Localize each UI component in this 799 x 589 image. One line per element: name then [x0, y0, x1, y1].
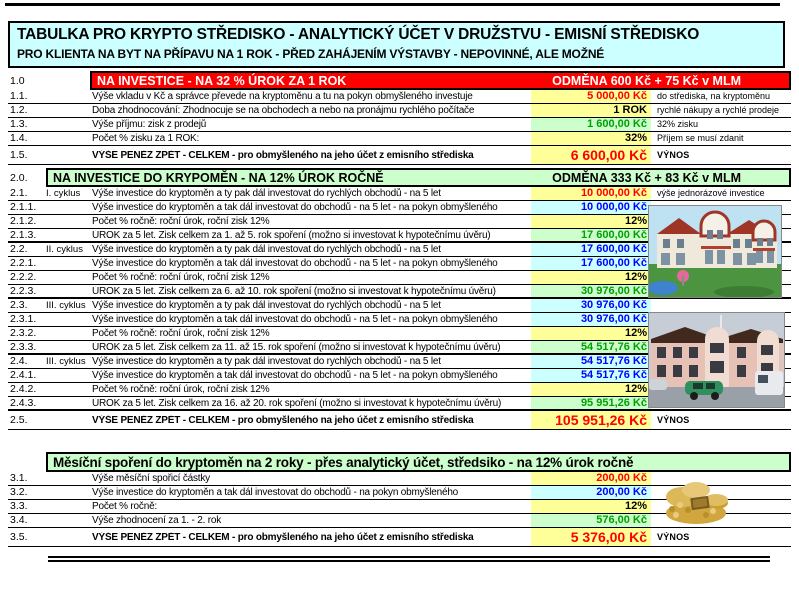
row-description: ÚROK za 5 let. Zisk celkem za 6. až 10. rok spoření (možno si investovat k hypotečnímu úvěru) — [92, 285, 496, 297]
row-note: VÝNOS — [657, 531, 690, 542]
row-description: Výše investice do kryptoměn a ty pak dál investovat do rychlých obchodů - na 5 let — [92, 244, 441, 255]
page-title: TABULKA PRO KRYPTO STŘEDISKO - ANALYTICKÝ ÚČET V DRUŽSTVU - EMISNÍ STŘEDISKO — [17, 26, 700, 43]
row-id: 2.2.2. — [10, 271, 37, 283]
row-value-cell: 12% — [531, 327, 651, 340]
page-subtitle: PRO KLIENTA NA BYT NA PŘÍPAVU NA 1 ROK - PŘED ZAHÁJENÍM VÝSTAVBY - NEPOVINNÉ, ALE MOŽNÉ — [17, 47, 605, 61]
section-2-header-row — [8, 168, 791, 187]
row-value-cell: 54 517,76 Kč — [531, 355, 651, 368]
bottom-divider — [48, 556, 770, 562]
apartment-building-photo-2 — [648, 312, 785, 408]
row-id: 2.5. — [10, 413, 28, 426]
row-value-cell: 10 000,00 Kč — [531, 187, 651, 200]
row-id: 2.1.3. — [10, 228, 37, 241]
row-note: do střediska, na kryptoměnu — [657, 91, 771, 101]
row-description: Výše investice do kryptoměn a tak dál investovat do obchodů - na 5 let - na pokyn obmyšleného — [92, 258, 498, 269]
row-description: ÚROK za 5 let. Zisk celkem za 1. až 5. rok spoření (možno si investovat k hypotečnímu úvěru) — [92, 229, 491, 241]
row-cycle-label: III. cyklus — [46, 356, 86, 367]
row-description: VÝŠE PENĚZ ZPĚT - CELKEM - pro obmyšleného na jeho účet z emisního střediska — [92, 149, 474, 161]
section-2-reward: ODMĚNA 333 Kč + 83 Kč v MLM — [552, 170, 741, 185]
row-id: 2.4.3. — [10, 396, 37, 409]
table-total-row — [8, 528, 791, 547]
table-row — [8, 104, 791, 118]
row-value-cell: 1 600,00 Kč — [531, 118, 651, 131]
row-value-cell: 17 600,00 Kč — [531, 229, 651, 241]
row-description: ÚROK za 5 let. Zisk celkem za 16. až 20. rok spoření (možno si investovat k hypotečnímu úvěru) — [92, 397, 502, 409]
title-box — [8, 21, 785, 68]
row-id: 2.1. — [10, 187, 28, 199]
section-1-header-row — [8, 71, 791, 90]
row-description: VÝŠE PENĚZ ZPĚT - CELKEM - pro obmyšleného na jeho účet z emisního střediska — [92, 414, 474, 426]
row-description: Výše zhodnocení za 1. - 2. rok — [92, 515, 222, 526]
row-id: 1.4. — [10, 132, 28, 144]
row-note: výše jednorázové investice — [657, 188, 765, 198]
row-id: 1.5. — [10, 148, 28, 161]
row-description: Výše investice do kryptoměn a tak dál investovat do obchodů - na 5 let - na pokyn obmyšleného — [92, 314, 498, 325]
section-1-title: NA INVESTICE - NA 32 % ÚROK ZA 1 ROK — [97, 73, 347, 88]
row-id: 2.3.3. — [10, 340, 37, 353]
row-id: 2.3.2. — [10, 327, 37, 339]
row-value-cell: 30 976,00 Kč — [531, 313, 651, 326]
row-id: 2.3.1. — [10, 313, 37, 325]
section-3-title: Měsíční spoření do kryptoměn na 2 roky - přes analytický účet, středsiko - na 12% úrok ročně — [53, 454, 634, 470]
section-3-header-row — [8, 452, 791, 472]
row-cycle-label: I. cyklus — [46, 188, 81, 199]
row-id: 2.1.1. — [10, 201, 37, 213]
table-total-row — [8, 411, 791, 430]
row-description: Výše měsíční spořicí částky — [92, 473, 210, 484]
row-id: 2.2.3. — [10, 284, 37, 297]
row-cycle-label: III. cyklus — [46, 300, 86, 311]
row-id: 1.1. — [10, 90, 28, 102]
apartment-building-photo-1 — [648, 205, 782, 298]
row-cycle-label: II. cyklus — [46, 244, 83, 255]
row-id: 2.4.2. — [10, 383, 37, 395]
row-note: VÝNOS — [657, 414, 690, 425]
row-description: VÝŠE PENĚZ ZPĚT - CELKEM - pro obmyšleného na jeho účet z emisního střediska — [92, 531, 474, 543]
row-id: 1.2. — [10, 104, 28, 116]
section-1-banner — [90, 71, 791, 90]
section-2-banner — [46, 168, 791, 187]
row-id: 3.5. — [10, 530, 28, 543]
row-id: 3.2. — [10, 486, 28, 498]
row-id: 1.3. — [10, 118, 28, 130]
section-1-reward: ODMĚNA 600 Kč + 75 Kč v MLM — [552, 73, 741, 88]
section-2-id: 2.0. — [10, 171, 28, 184]
row-description: Výše investice do kryptoměn a tak dál investovat do obchodů - na 5 let - na pokyn obmyšleného — [92, 202, 498, 213]
row-description: Počet % ročně: roční úrok, roční zisk 12% — [92, 328, 270, 339]
row-id: 3.1. — [10, 472, 28, 484]
row-value-cell: 6 600,00 Kč — [531, 146, 651, 164]
row-value-cell: 12% — [531, 271, 651, 284]
gold-coins-photo — [658, 477, 734, 527]
row-value-cell: 30 976,00 Kč — [531, 285, 651, 297]
row-description: Doba zhodnocování: Zhodnocuje se na obchodech a nebo na pronájmu rychlého počítače — [92, 105, 475, 116]
row-description: Výše příjmu: zisk z prodejů — [92, 119, 207, 130]
row-id: 2.4. — [10, 355, 28, 367]
row-id: 2.2. — [10, 243, 28, 255]
row-value-cell: 576,00 Kč — [531, 514, 651, 527]
row-description: Výše vkladu v Kč a správce převede na kryptoměnu a tu na pokyn obmyšleného investuje — [92, 91, 473, 102]
row-value-cell: 95 951,26 Kč — [531, 397, 651, 409]
row-note: 32% zisku — [657, 119, 699, 129]
row-note: Příjem se musí zdanit — [657, 133, 744, 143]
row-value-cell: 200,00 Kč — [531, 472, 651, 485]
row-description: Výše investice do kryptoměn a ty pak dál investovat do rychlých obchodů - na 5 let — [92, 188, 441, 199]
row-value-cell: 12% — [531, 500, 651, 513]
row-id: 2.4.1. — [10, 369, 37, 381]
row-value-cell: 10 000,00 Kč — [531, 201, 651, 214]
table-row — [8, 132, 791, 146]
table-row — [8, 118, 791, 132]
row-value-cell: 5 376,00 Kč — [531, 528, 651, 546]
analytic-table — [8, 71, 791, 547]
row-value-cell: 5 000,00 Kč — [531, 90, 651, 103]
row-description: Počet % zisku za 1 ROK: — [92, 133, 200, 144]
row-description: Počet % ročně: roční úrok, roční zisk 12% — [92, 384, 270, 395]
row-note: rychlé nákupy a rychlé prodeje — [657, 105, 780, 115]
row-description: Počet % ročně: roční úrok, roční zisk 12% — [92, 272, 270, 283]
row-value-cell: 32% — [531, 132, 651, 145]
row-id: 2.1.2. — [10, 215, 37, 227]
row-id: 3.3. — [10, 500, 28, 512]
section-1-id: 1.0 — [10, 74, 25, 87]
row-id: 2.2.1. — [10, 257, 37, 269]
row-value-cell: 17 600,00 Kč — [531, 243, 651, 256]
row-value-cell: 30 976,00 Kč — [531, 299, 651, 312]
row-id: 3.4. — [10, 514, 28, 526]
section-3-banner — [46, 452, 791, 472]
section-3-id — [8, 452, 46, 472]
row-note: VÝNOS — [657, 149, 690, 160]
row-value-cell: 54 517,76 Kč — [531, 369, 651, 382]
top-rule — [5, 3, 780, 6]
row-value-cell: 12% — [531, 383, 651, 396]
row-value-cell: 54 517,76 Kč — [531, 341, 651, 353]
row-description: Výše investice do kryptoměn a ty pak dál investovat do rychlých obchodů - na 5 let — [92, 300, 441, 311]
table-row — [8, 90, 791, 104]
row-description: Výše investice do kryptoměn a tak dál investovat do obchodů - na 5 let - na pokyn obmyšleného — [92, 370, 498, 381]
row-value-cell: 12% — [531, 215, 651, 228]
row-description: Výše investice do kryptoměn a ty pak dál investovat do rychlých obchodů - na 5 let — [92, 356, 441, 367]
table-row — [8, 299, 791, 313]
row-value-cell: 1 ROK — [531, 104, 651, 117]
row-description: ÚROK za 5 let. Zisk celkem za 11. až 15. rok spoření (možno si investovat k hypotečnímu úvěru) — [92, 341, 501, 353]
row-value-cell: 17 600,00 Kč — [531, 257, 651, 270]
row-id: 2.3. — [10, 299, 28, 311]
row-description: Počet % ročně: roční úrok, roční zisk 12% — [92, 216, 270, 227]
table-total-row — [8, 146, 791, 165]
section-2-title: NA INVESTICE DO KRYPOMĚN - NA 12% ÚROK ROČNĚ — [53, 170, 384, 185]
row-value-cell: 105 951,26 Kč — [531, 411, 651, 429]
row-description: Výše investice do kryptoměn a tak dál investovat do obchodů - na pokyn obmyšleného — [92, 487, 459, 498]
row-description: Počet % ročně: — [92, 501, 158, 512]
table-row — [8, 187, 791, 201]
row-value-cell: 200,00 Kč — [531, 486, 651, 499]
